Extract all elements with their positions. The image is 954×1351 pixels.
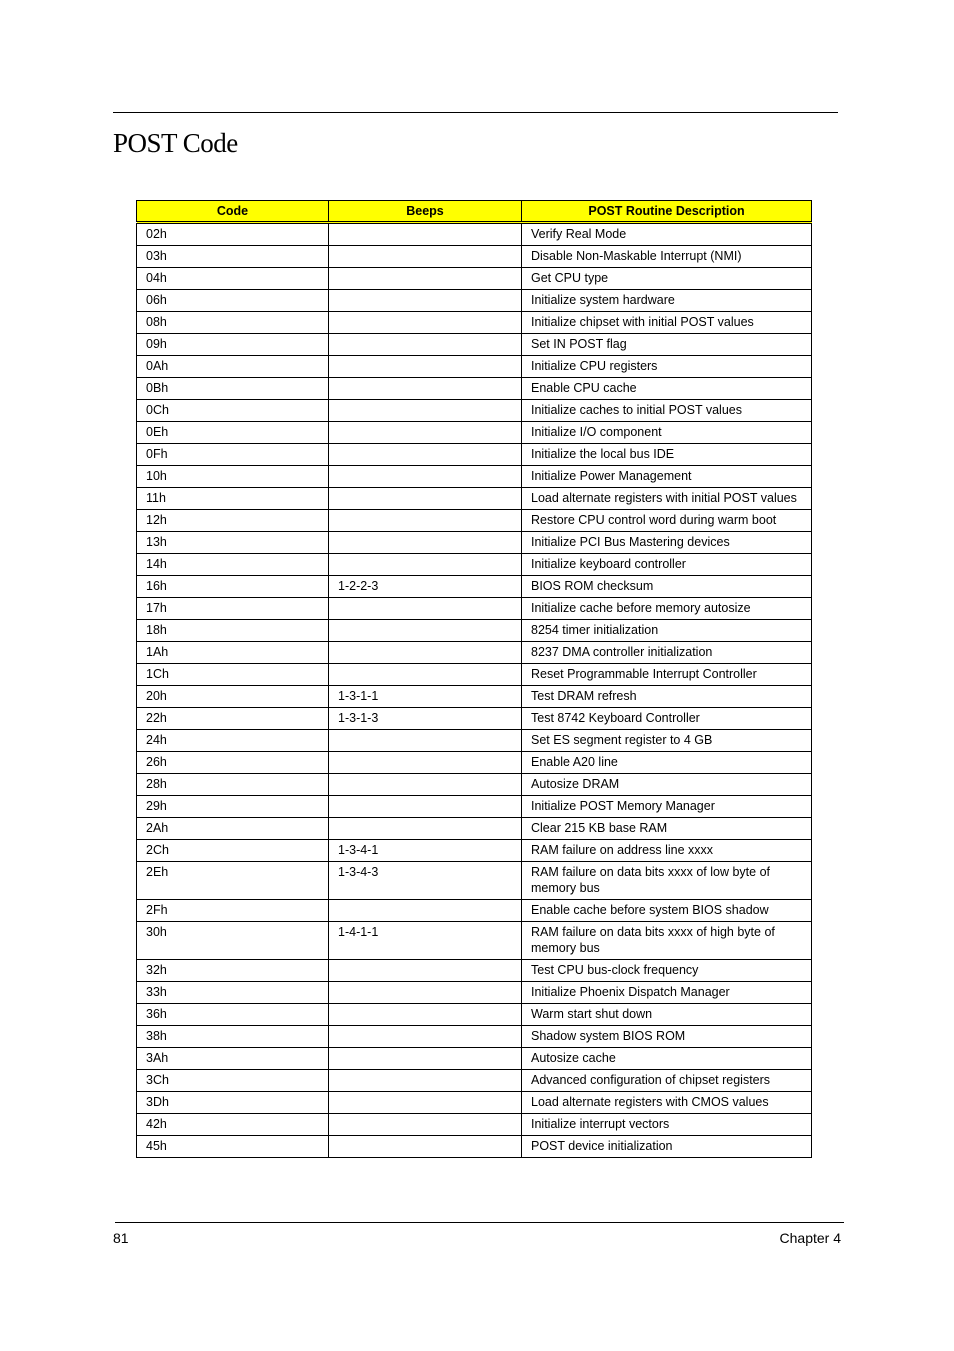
table-row: [137, 510, 812, 532]
table-row: [137, 1026, 812, 1048]
table-row: [137, 444, 812, 466]
description-cell: Warm start shut down: [522, 1004, 812, 1026]
description-cell: Set ES segment register to 4 GB: [522, 730, 812, 752]
table-row: [137, 1092, 812, 1114]
description-cell: Load alternate registers with CMOS values: [522, 1092, 812, 1114]
code-cell: 16h: [137, 576, 329, 598]
table-row: [137, 576, 812, 598]
table-row: [137, 334, 812, 356]
description-cell: 8254 timer initialization: [522, 620, 812, 642]
table-row: [137, 774, 812, 796]
code-cell: 0Ch: [137, 400, 329, 422]
description-cell: Restore CPU control word during warm boot: [522, 510, 812, 532]
code-cell: 17h: [137, 598, 329, 620]
table-row: [137, 1114, 812, 1136]
beeps-cell: [329, 400, 522, 422]
code-cell: 1Ch: [137, 664, 329, 686]
beeps-cell: 1-4-1-1: [329, 922, 522, 960]
beeps-cell: [329, 1136, 522, 1158]
description-cell: BIOS ROM checksum: [522, 576, 812, 598]
description-cell: Test CPU bus-clock frequency: [522, 960, 812, 982]
code-cell: 28h: [137, 774, 329, 796]
beeps-cell: [329, 1026, 522, 1048]
description-cell: Initialize keyboard controller: [522, 554, 812, 576]
beeps-cell: [329, 1114, 522, 1136]
table-row: [137, 818, 812, 840]
beeps-cell: 1-3-1-3: [329, 708, 522, 730]
code-cell: 2Eh: [137, 862, 329, 900]
beeps-cell: 1-2-2-3: [329, 576, 522, 598]
beeps-cell: [329, 774, 522, 796]
code-cell: 14h: [137, 554, 329, 576]
column-header-description: POST Routine Description: [522, 201, 812, 223]
description-cell: Test 8742 Keyboard Controller: [522, 708, 812, 730]
description-cell: Disable Non-Maskable Interrupt (NMI): [522, 246, 812, 268]
description-cell: Reset Programmable Interrupt Controller: [522, 664, 812, 686]
beeps-cell: [329, 510, 522, 532]
beeps-cell: [329, 960, 522, 982]
beeps-cell: [329, 488, 522, 510]
table-row: [137, 268, 812, 290]
description-cell: Set IN POST flag: [522, 334, 812, 356]
beeps-cell: [329, 532, 522, 554]
code-cell: 13h: [137, 532, 329, 554]
description-cell: POST device initialization: [522, 1136, 812, 1158]
description-cell: Initialize the local bus IDE: [522, 444, 812, 466]
description-cell: Initialize caches to initial POST values: [522, 400, 812, 422]
code-cell: 06h: [137, 290, 329, 312]
description-cell: RAM failure on data bits xxxx of low byte of memory bus: [522, 862, 812, 900]
description-cell: Verify Real Mode: [522, 223, 812, 246]
table-row: [137, 900, 812, 922]
code-cell: 10h: [137, 466, 329, 488]
beeps-cell: [329, 334, 522, 356]
beeps-cell: [329, 290, 522, 312]
description-cell: Enable cache before system BIOS shadow: [522, 900, 812, 922]
beeps-cell: [329, 982, 522, 1004]
description-cell: Shadow system BIOS ROM: [522, 1026, 812, 1048]
description-cell: Initialize Phoenix Dispatch Manager: [522, 982, 812, 1004]
description-cell: Initialize POST Memory Manager: [522, 796, 812, 818]
description-cell: Initialize chipset with initial POST values: [522, 312, 812, 334]
page-title: POST Code: [113, 128, 238, 158]
code-cell: 42h: [137, 1114, 329, 1136]
code-cell: 30h: [137, 922, 329, 960]
table-header-row: [137, 201, 812, 223]
description-cell: RAM failure on data bits xxxx of high byte of memory bus: [522, 922, 812, 960]
column-header-beeps: Beeps: [329, 201, 522, 223]
description-cell: Load alternate registers with initial POST values: [522, 488, 812, 510]
description-cell: Enable A20 line: [522, 752, 812, 774]
table-row: [137, 290, 812, 312]
beeps-cell: [329, 312, 522, 334]
code-cell: 0Eh: [137, 422, 329, 444]
table-row: [137, 730, 812, 752]
beeps-cell: [329, 378, 522, 400]
description-cell: Initialize cache before memory autosize: [522, 598, 812, 620]
description-cell: Initialize PCI Bus Mastering devices: [522, 532, 812, 554]
code-cell: 11h: [137, 488, 329, 510]
beeps-cell: 1-3-1-1: [329, 686, 522, 708]
description-cell: Autosize cache: [522, 1048, 812, 1070]
table-row: [137, 840, 812, 862]
code-cell: 29h: [137, 796, 329, 818]
table-row: [137, 312, 812, 334]
chapter-label: Chapter 4: [779, 1230, 841, 1246]
beeps-cell: [329, 444, 522, 466]
table-row: [137, 1136, 812, 1158]
table-row: [137, 598, 812, 620]
beeps-cell: [329, 730, 522, 752]
beeps-cell: [329, 620, 522, 642]
table-row: [137, 642, 812, 664]
description-cell: Get CPU type: [522, 268, 812, 290]
table-row: [137, 960, 812, 982]
table-row: [137, 922, 812, 960]
table-row: [137, 752, 812, 774]
table-row: [137, 620, 812, 642]
table-row: [137, 488, 812, 510]
beeps-cell: [329, 1004, 522, 1026]
code-cell: 1Ah: [137, 642, 329, 664]
code-cell: 20h: [137, 686, 329, 708]
table-row: [137, 796, 812, 818]
beeps-cell: [329, 900, 522, 922]
description-cell: Initialize I/O component: [522, 422, 812, 444]
table-row: [137, 1004, 812, 1026]
description-cell: Initialize system hardware: [522, 290, 812, 312]
description-cell: Enable CPU cache: [522, 378, 812, 400]
beeps-cell: [329, 796, 522, 818]
table-row: [137, 532, 812, 554]
code-cell: 08h: [137, 312, 329, 334]
table-row: [137, 356, 812, 378]
table-row: [137, 686, 812, 708]
beeps-cell: [329, 554, 522, 576]
beeps-cell: [329, 422, 522, 444]
code-cell: 12h: [137, 510, 329, 532]
beeps-cell: [329, 664, 522, 686]
code-cell: 36h: [137, 1004, 329, 1026]
code-cell: 3Ch: [137, 1070, 329, 1092]
beeps-cell: [329, 818, 522, 840]
code-cell: 2Fh: [137, 900, 329, 922]
code-cell: 24h: [137, 730, 329, 752]
code-cell: 26h: [137, 752, 329, 774]
table-row: [137, 223, 812, 246]
page-number: 81: [113, 1230, 129, 1246]
code-cell: 22h: [137, 708, 329, 730]
code-cell: 33h: [137, 982, 329, 1004]
beeps-cell: 1-3-4-1: [329, 840, 522, 862]
code-cell: 32h: [137, 960, 329, 982]
beeps-cell: [329, 246, 522, 268]
beeps-cell: [329, 268, 522, 290]
table-row: [137, 982, 812, 1004]
code-cell: 2Ch: [137, 840, 329, 862]
description-cell: Initialize CPU registers: [522, 356, 812, 378]
beeps-cell: [329, 1048, 522, 1070]
table-body: [137, 223, 812, 1158]
code-cell: 45h: [137, 1136, 329, 1158]
table-row: [137, 1048, 812, 1070]
code-cell: 0Ah: [137, 356, 329, 378]
beeps-cell: [329, 752, 522, 774]
code-cell: 2Ah: [137, 818, 329, 840]
description-cell: 8237 DMA controller initialization: [522, 642, 812, 664]
table-row: [137, 466, 812, 488]
footer-divider: [115, 1222, 844, 1223]
beeps-cell: [329, 356, 522, 378]
table-row: [137, 862, 812, 900]
beeps-cell: [329, 1070, 522, 1092]
table-row: [137, 664, 812, 686]
code-cell: 3Dh: [137, 1092, 329, 1114]
beeps-cell: [329, 466, 522, 488]
code-cell: 18h: [137, 620, 329, 642]
code-cell: 38h: [137, 1026, 329, 1048]
code-cell: 03h: [137, 246, 329, 268]
beeps-cell: [329, 642, 522, 664]
description-cell: Initialize interrupt vectors: [522, 1114, 812, 1136]
beeps-cell: [329, 223, 522, 246]
code-cell: 0Fh: [137, 444, 329, 466]
table-row: [137, 246, 812, 268]
column-header-code: Code: [137, 201, 329, 223]
description-cell: Initialize Power Management: [522, 466, 812, 488]
table-row: [137, 708, 812, 730]
description-cell: RAM failure on address line xxxx: [522, 840, 812, 862]
code-cell: 02h: [137, 223, 329, 246]
description-cell: Test DRAM refresh: [522, 686, 812, 708]
description-cell: Autosize DRAM: [522, 774, 812, 796]
post-code-table: [136, 200, 812, 1158]
code-cell: 09h: [137, 334, 329, 356]
table-row: [137, 400, 812, 422]
code-cell: 0Bh: [137, 378, 329, 400]
table-row: [137, 378, 812, 400]
beeps-cell: [329, 598, 522, 620]
table-row: [137, 422, 812, 444]
beeps-cell: 1-3-4-3: [329, 862, 522, 900]
table-row: [137, 1070, 812, 1092]
code-cell: 3Ah: [137, 1048, 329, 1070]
top-divider: [113, 112, 838, 113]
table-row: [137, 554, 812, 576]
description-cell: Advanced configuration of chipset registers: [522, 1070, 812, 1092]
code-cell: 04h: [137, 268, 329, 290]
description-cell: Clear 215 KB base RAM: [522, 818, 812, 840]
beeps-cell: [329, 1092, 522, 1114]
